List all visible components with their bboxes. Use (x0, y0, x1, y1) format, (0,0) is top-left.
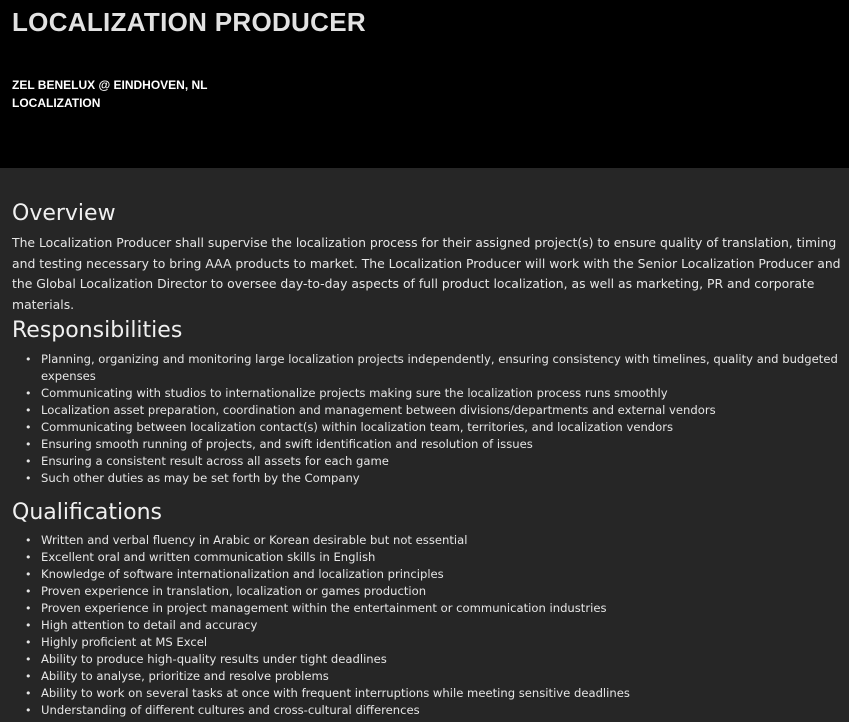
list-item: • Such other duties as may be set forth by the Company (25, 471, 360, 485)
bullet-icon: • (25, 653, 32, 666)
list-item: • Proven experience in translation, localization or games production (25, 584, 427, 598)
bullet-icon: • (25, 455, 32, 468)
bullet-icon: • (25, 472, 32, 485)
list-item: • Ensuring a consistent result across all assets for each game (25, 454, 389, 468)
list-item: • Understanding of different cultures and cross-cultural differences (25, 703, 420, 717)
list-item: • Proven experience in project management within the entertainment or communication industries (25, 601, 607, 615)
job-description (0, 168, 849, 722)
bullet-icon: • (25, 585, 32, 598)
bullet-icon: • (25, 687, 32, 700)
responsibilities-list (0, 351, 841, 487)
bullet-icon: • (25, 704, 32, 717)
bullet-icon: • (25, 568, 32, 581)
department-label: LOCALIZATION (12, 96, 101, 110)
overview-heading: Overview (12, 201, 116, 226)
list-item: • Excellent oral and written communication skills in English (25, 550, 376, 564)
job-header (0, 0, 849, 168)
qualifications-list (0, 532, 841, 719)
bullet-icon: • (25, 387, 32, 400)
bullet-icon: • (25, 404, 32, 417)
list-item: • High attention to detail and accuracy (25, 618, 258, 632)
list-item: • Ability to analyse, prioritize and resolve problems (25, 669, 329, 683)
list-item: • Ability to produce high-quality results under tight deadlines (25, 652, 387, 666)
list-item: • Highly proficient at MS Excel (25, 635, 208, 649)
overview-text: The Localization Producer shall supervise the localization process for their assigned project(s) to ensure quality of translation, timing and testing necessary to bring AAA products to market. The Localization Producer will work with the Senior Localization Producer and the Global Localization Director to oversee day-to-day aspects of full product localization, as well as marketing, PR and corporate materials. (12, 235, 841, 312)
bullet-icon: • (25, 421, 32, 434)
list-item: • Planning, organizing and monitoring large localization projects independently, ensuring consistency with timelines, quality and budgeted expenses (25, 352, 838, 383)
list-item: • Knowledge of software internationalization and localization principles (25, 567, 444, 581)
list-item: • Ability to work on several tasks at once with frequent interruptions while meeting sensitive deadlines (25, 686, 630, 700)
list-item: • Communicating with studios to internationalize projects making sure the localization process runs smoothly (25, 386, 668, 400)
bullet-icon: • (25, 602, 32, 615)
list-item: • Localization asset preparation, coordination and management between divisions/departments and external vendors (25, 403, 716, 417)
company-location: ZEL BENELUX @ EINDHOVEN, NL (12, 78, 208, 92)
responsibilities-heading: Responsibilities (12, 318, 183, 343)
bullet-icon: • (25, 636, 32, 649)
bullet-icon: • (25, 353, 32, 366)
bullet-icon: • (25, 534, 32, 547)
list-item: • Communicating between localization contact(s) within localization team, territories, and localization vendors (25, 420, 674, 434)
qualifications-heading: Qualifications (12, 500, 163, 525)
bullet-icon: • (25, 438, 32, 451)
bullet-icon: • (25, 670, 32, 683)
page-title: LOCALIZATION PRODUCER (12, 7, 366, 37)
bullet-icon: • (25, 551, 32, 564)
list-item: • Ensuring smooth running of projects, and swift identification and resolution of issues (25, 437, 533, 451)
list-item: • Written and verbal fluency in Arabic or Korean desirable but not essential (25, 533, 468, 547)
bullet-icon: • (25, 619, 32, 632)
